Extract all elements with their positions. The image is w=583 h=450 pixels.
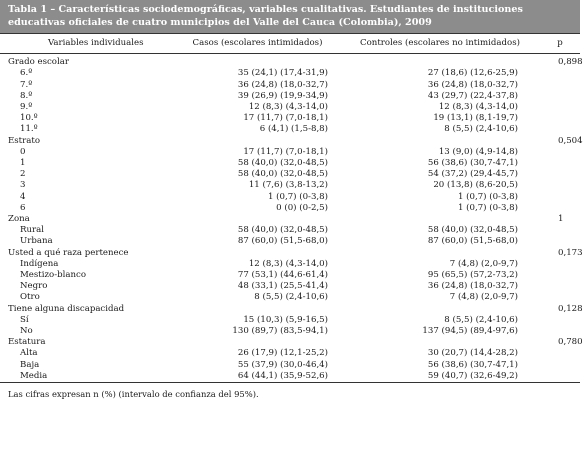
- table-row: [0, 371, 580, 383]
- row-controls: 13 (9,0) (4,9-14,8): [438, 146, 518, 157]
- row-p-empty: [540, 180, 580, 191]
- row-cases: 58 (40,0) (32,0-48,5): [237, 169, 328, 180]
- group-label: Grado escolar: [8, 57, 69, 68]
- row-controls: 27 (18,6) (12,6-25,9): [427, 68, 518, 79]
- header-controls: Controles (escolares no intimidados): [340, 34, 540, 54]
- table-row: [0, 158, 580, 169]
- row-cases: 8 (5,5) (2,4-10,6): [254, 292, 328, 303]
- group-p-value: 0,780: [558, 337, 583, 348]
- row-label: Otro: [20, 292, 40, 303]
- group-cases-empty: [175, 304, 340, 315]
- row-controls: 54 (37,2) (29,4-45,7): [427, 169, 518, 180]
- row-p-empty: [540, 371, 580, 383]
- row-p-empty: [540, 192, 580, 203]
- table-row: [0, 80, 580, 91]
- group-row: [0, 337, 580, 348]
- row-cases: 87 (60,0) (51,5-68,0): [237, 236, 328, 247]
- row-controls: 19 (13,1) (8,1-19,7): [433, 113, 518, 124]
- row-controls: 1 (0,7) (0-3,8): [457, 202, 518, 213]
- row-cases: 55 (37,9) (30,0-46,4): [237, 359, 328, 370]
- row-p-empty: [540, 281, 580, 292]
- group-cases-empty: [175, 248, 340, 259]
- row-p-empty: [540, 203, 580, 214]
- row-controls: 137 (94,5) (89,4-97,6): [422, 326, 518, 337]
- row-cases: 39 (26,9) (19,9-34,9): [237, 90, 328, 101]
- row-label: 0: [20, 146, 26, 157]
- row-cases: 48 (33,1) (25,5-41,4): [237, 281, 328, 292]
- group-p-value: 0,898: [558, 57, 583, 68]
- table-row: [0, 203, 580, 214]
- row-label: 3: [20, 180, 26, 191]
- row-p-empty: [540, 91, 580, 102]
- group-controls-empty: [340, 248, 540, 259]
- row-cases: 35 (24,1) (17,4-31,9): [237, 68, 328, 79]
- row-cases: 36 (24,8) (18,0-32,7): [237, 79, 328, 90]
- footnote: Las cifras expresan n (%) (intervalo de confianza del 95%).: [0, 383, 580, 401]
- row-cases: 77 (53,1) (44,6-61,4): [237, 270, 328, 281]
- table-row: [0, 102, 580, 113]
- row-label: Indígena: [20, 258, 59, 269]
- row-label: 11.º: [20, 124, 38, 135]
- group-label: Usted a qué raza pertenece: [8, 247, 129, 258]
- group-label: Estatura: [8, 337, 46, 348]
- row-p-empty: [540, 113, 580, 124]
- row-p-empty: [540, 147, 580, 158]
- header-p: p: [540, 34, 580, 54]
- data-table: [0, 33, 583, 400]
- table-row: [0, 281, 580, 292]
- table-row: [0, 192, 580, 203]
- table-row: [0, 270, 580, 281]
- table-row: [0, 147, 580, 158]
- row-p-empty: [540, 326, 580, 337]
- row-cases: 17 (11,7) (7,0-18,1): [243, 146, 328, 157]
- row-cases: 58 (40,0) (32,0-48,5): [237, 225, 328, 236]
- row-label: Negro: [20, 281, 48, 292]
- group-controls-empty: [340, 214, 540, 225]
- group-row: [0, 54, 580, 69]
- row-label: 8.º: [20, 90, 33, 101]
- row-p-empty: [540, 236, 580, 247]
- group-label: Zona: [8, 214, 30, 225]
- row-p-empty: [540, 124, 580, 135]
- group-cases-empty: [175, 54, 340, 69]
- row-label: Mestizo-blanco: [20, 270, 86, 281]
- group-cases-empty: [175, 337, 340, 348]
- row-controls: 59 (40,7) (32,6-49,2): [427, 370, 518, 381]
- row-label: 6.º: [20, 68, 33, 79]
- row-label: Baja: [20, 359, 40, 370]
- row-label: No: [20, 326, 33, 337]
- table-title: Tabla 1 – Características sociodemográficas, variables cualitativas. Estudiantes de instituciones educativas oficiales de cuatro municipios del Valle del Cauca (Colombia), 2009: [0, 0, 580, 33]
- row-controls: 43 (29,7) (22,4-37,8): [427, 90, 518, 101]
- row-cases: 12 (8,3) (4,3-14,0): [248, 258, 328, 269]
- row-p-empty: [540, 360, 580, 371]
- row-label: 10.º: [20, 113, 38, 124]
- table-row: [0, 326, 580, 337]
- row-label: 4: [20, 191, 26, 202]
- row-label: 9.º: [20, 102, 33, 113]
- row-label: 2: [20, 169, 26, 180]
- footnote-row: [0, 383, 580, 401]
- header-variables: Variables individuales: [0, 34, 175, 54]
- row-controls: 36 (24,8) (18,0-32,7): [427, 281, 518, 292]
- row-label: 7.º: [20, 79, 33, 90]
- row-cases: 58 (40,0) (32,0-48,5): [237, 158, 328, 169]
- table-row: [0, 348, 580, 359]
- row-cases: 11 (7,6) (3,8-13,2): [248, 180, 328, 191]
- table-row: [0, 360, 580, 371]
- row-p-empty: [540, 158, 580, 169]
- group-controls-empty: [340, 304, 540, 315]
- row-p-empty: [540, 259, 580, 270]
- row-controls: 7 (4,8) (2,0-9,7): [449, 292, 518, 303]
- row-cases: 130 (89,7) (83,5-94,1): [232, 326, 328, 337]
- row-controls: 30 (20,7) (14,4-28,2): [427, 348, 518, 359]
- row-label: Rural: [20, 225, 44, 236]
- row-controls: 1 (0,7) (0-3,8): [457, 191, 518, 202]
- header-cases: Casos (escolares intimidados): [175, 34, 340, 54]
- table-row: [0, 292, 580, 303]
- row-p-empty: [540, 80, 580, 91]
- group-row: [0, 136, 580, 147]
- row-label: Sí: [20, 314, 29, 325]
- table-row: [0, 124, 580, 135]
- group-p-value: 0,504: [558, 135, 583, 146]
- row-label: Alta: [20, 348, 38, 359]
- row-controls: 95 (65,5) (57,2-73,2): [427, 270, 518, 281]
- row-controls: 87 (60,0) (51,5-68,0): [427, 236, 518, 247]
- row-p-empty: [540, 225, 580, 236]
- group-row: [0, 214, 580, 225]
- row-p-empty: [540, 348, 580, 359]
- table-body: [0, 54, 583, 383]
- group-label: Tiene alguna discapacidad: [8, 303, 125, 314]
- row-controls: 8 (5,5) (2,4-10,6): [444, 314, 518, 325]
- row-controls: 12 (8,3) (4,3-14,0): [438, 102, 518, 113]
- table-row: [0, 180, 580, 191]
- row-label: Media: [20, 370, 48, 381]
- table-row: [0, 68, 580, 79]
- row-cases: 15 (10,3) (5,9-16,5): [243, 314, 328, 325]
- table-row: [0, 315, 580, 326]
- row-label: 6: [20, 202, 26, 213]
- table-row: [0, 91, 580, 102]
- row-p-empty: [540, 169, 580, 180]
- table-row: [0, 236, 580, 247]
- row-controls: 58 (40,0) (32,0-48,5): [427, 225, 518, 236]
- group-row: [0, 248, 580, 259]
- row-cases: 6 (4,1) (1,5-8,8): [259, 124, 328, 135]
- row-controls: 56 (38,6) (30,7-47,1): [427, 359, 518, 370]
- row-p-empty: [540, 270, 580, 281]
- row-p-empty: [540, 292, 580, 303]
- row-controls: 20 (13,8) (8,6-20,5): [433, 180, 518, 191]
- row-controls: 8 (5,5) (2,4-10,6): [444, 124, 518, 135]
- group-controls-empty: [340, 337, 540, 348]
- table-row: [0, 169, 580, 180]
- row-p-empty: [540, 315, 580, 326]
- group-p-value: 1: [558, 214, 564, 225]
- header-row: [0, 34, 580, 54]
- row-cases: 17 (11,7) (7,0-18,1): [243, 113, 328, 124]
- row-cases: 12 (8,3) (4,3-14,0): [248, 102, 328, 113]
- row-controls: 56 (38,6) (30,7-47,1): [427, 158, 518, 169]
- group-cases-empty: [175, 136, 340, 147]
- group-controls-empty: [340, 136, 540, 147]
- group-row: [0, 304, 580, 315]
- row-controls: 7 (4,8) (2,0-9,7): [449, 258, 518, 269]
- group-p-value: 0,173: [558, 247, 583, 258]
- row-p-empty: [540, 68, 580, 79]
- group-controls-empty: [340, 54, 540, 69]
- table-row: [0, 225, 580, 236]
- table-row: [0, 259, 580, 270]
- group-label: Estrato: [8, 135, 40, 146]
- row-cases: 26 (17,9) (12,1-25,2): [237, 348, 328, 359]
- table-row: [0, 113, 580, 124]
- group-cases-empty: [175, 214, 340, 225]
- row-cases: 1 (0,7) (0-3,8): [267, 191, 328, 202]
- row-cases: 0 (0) (0-2,5): [276, 202, 328, 213]
- row-cases: 64 (44,1) (35,9-52,6): [237, 370, 328, 381]
- row-p-empty: [540, 102, 580, 113]
- row-label: Urbana: [20, 236, 53, 247]
- row-label: 1: [20, 158, 26, 169]
- row-controls: 36 (24,8) (18,0-32,7): [427, 79, 518, 90]
- group-p-value: 0,128: [558, 303, 583, 314]
